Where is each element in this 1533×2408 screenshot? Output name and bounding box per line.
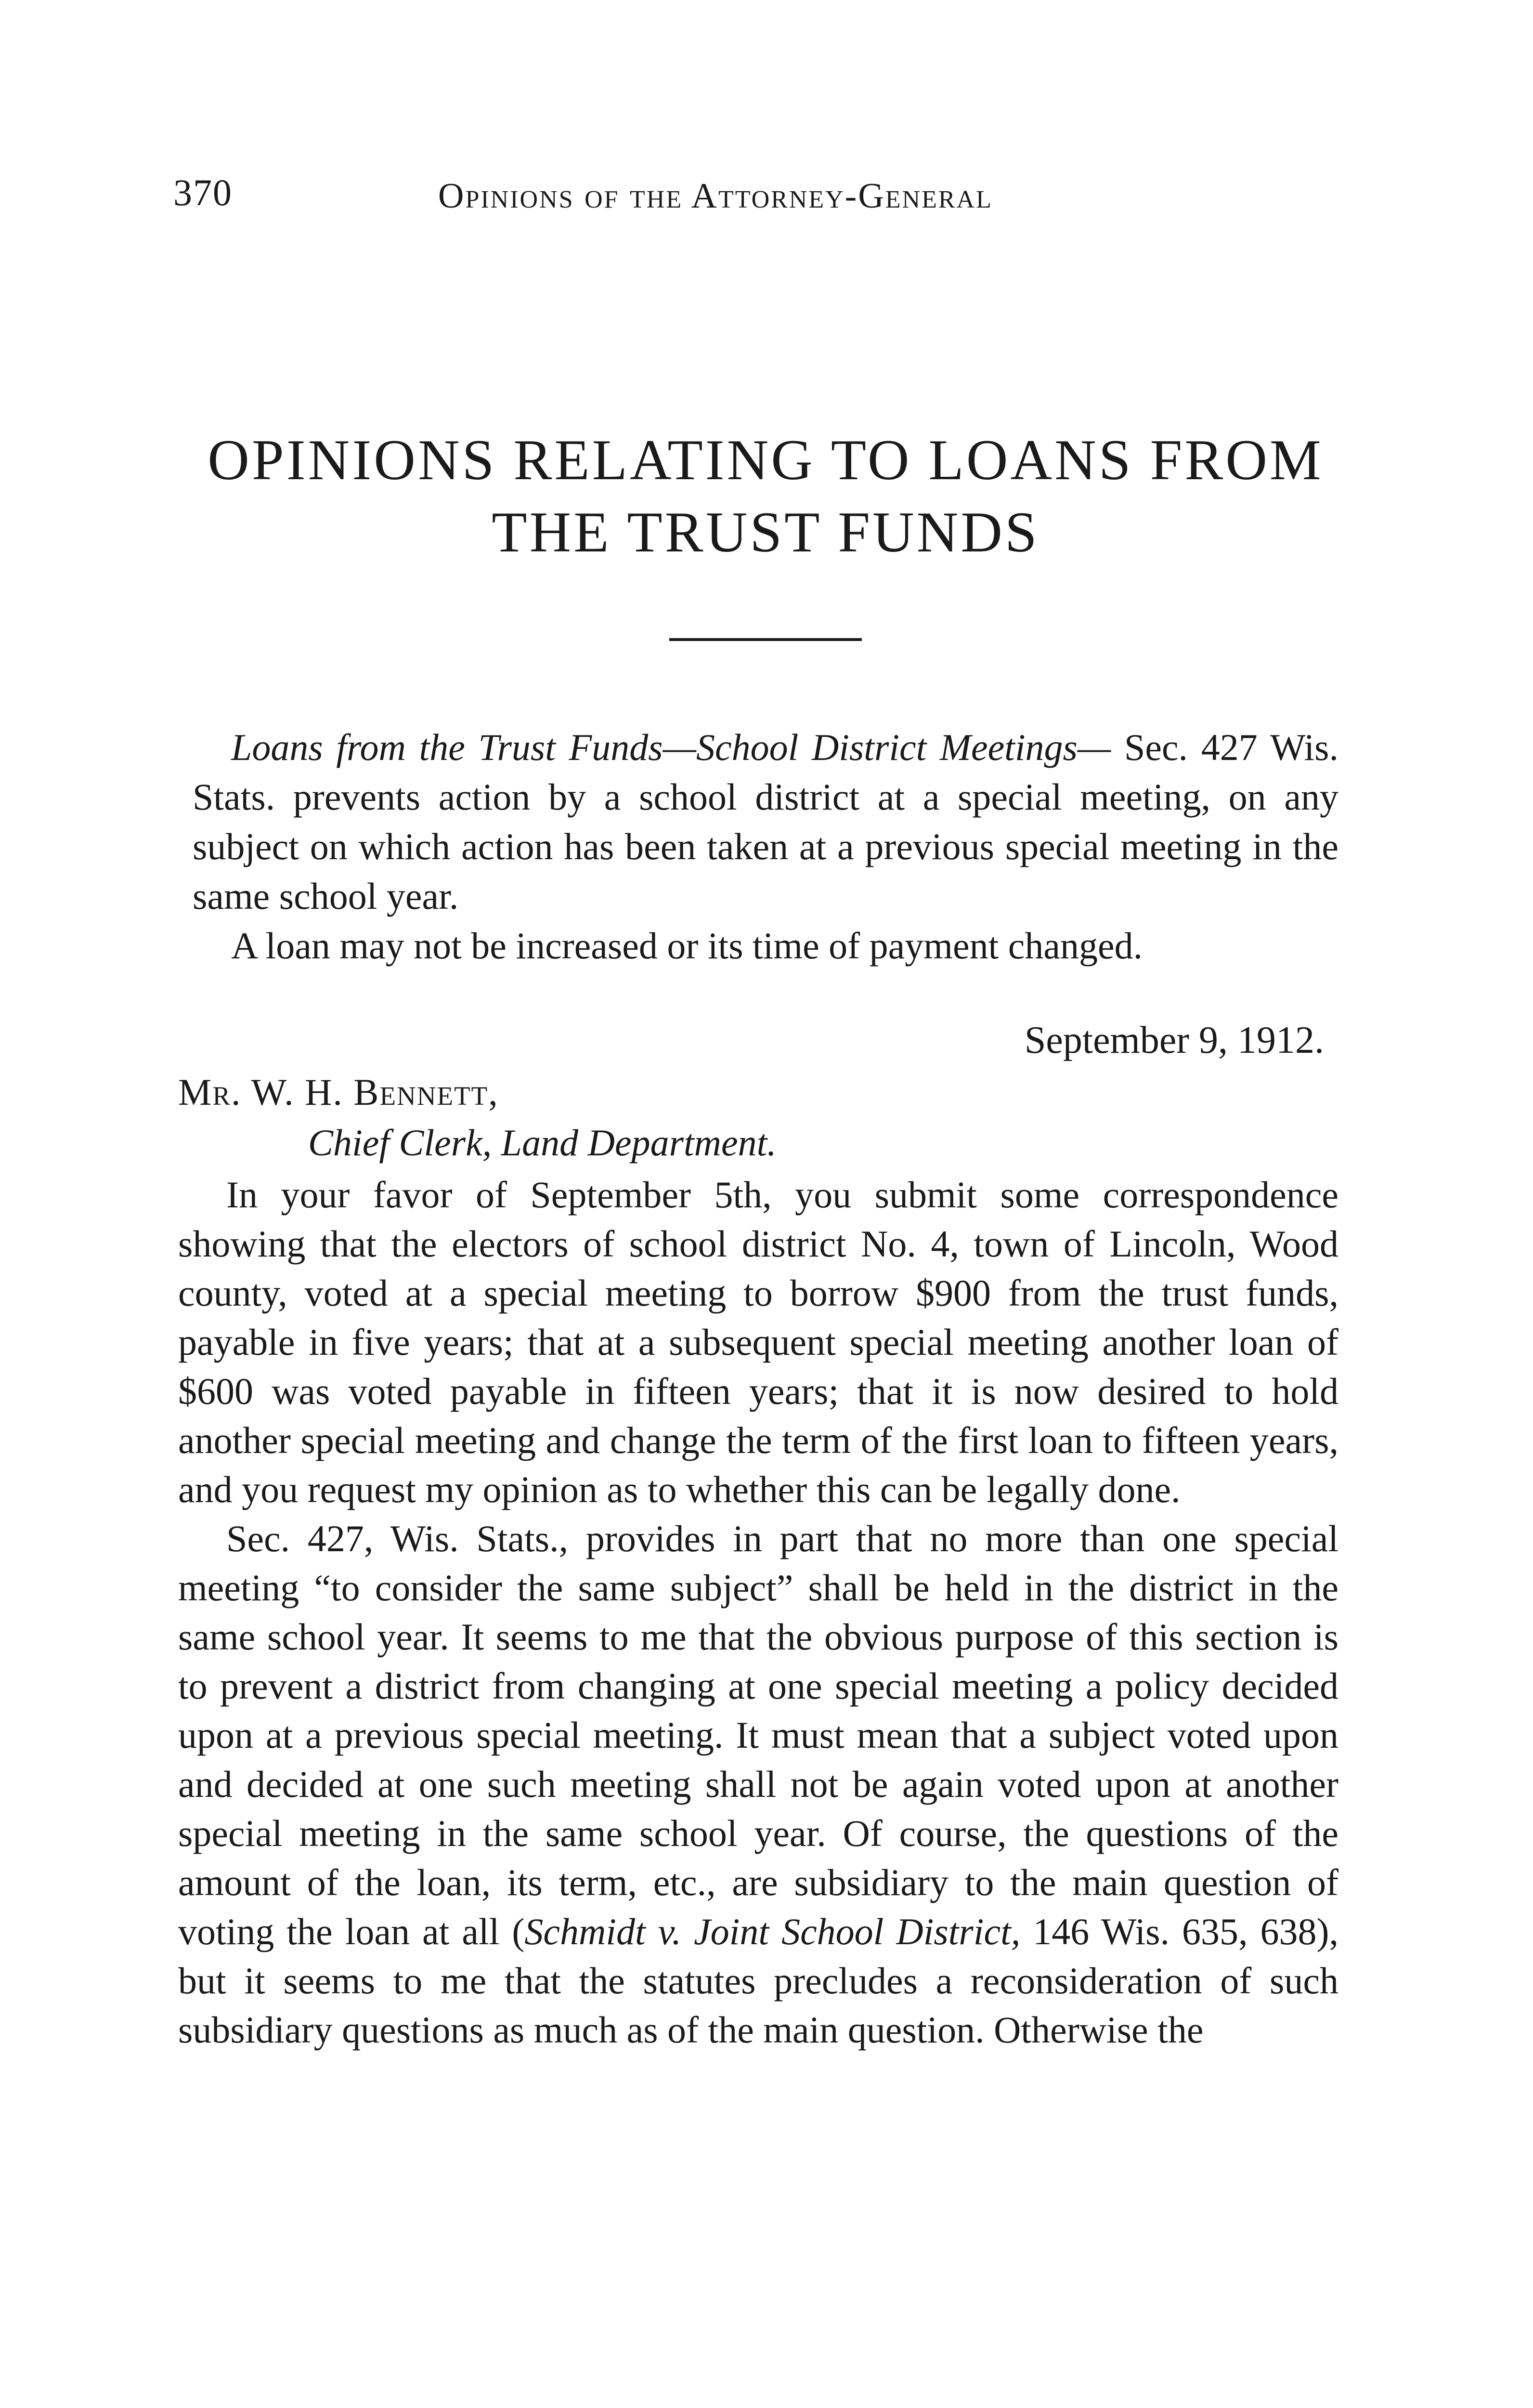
section-title-line-2: THE TRUST FUNDS: [492, 500, 1039, 564]
headnote-summary-text: Sec. 427 Wis. Stats. prevents action by a school district at a special meeting, on any subject on which action has been taken at a previous special meeting in the same school year.: [193, 726, 1339, 917]
headnote-summary: [193, 722, 1338, 921]
addressee-title: Chief Clerk, Land Department.: [308, 1122, 777, 1164]
addressee-block: [178, 1067, 1334, 1168]
page-number: 370: [173, 171, 233, 213]
headnote-subject: Loans from the Trust Funds—School District Meetings—: [231, 726, 1111, 768]
addressee-name: Mr. W. H. Bennett,: [178, 1071, 499, 1113]
body-paragraph-2-start: Sec. 427, Wis. Stats., provides in part that no more than one special meeting “to consider the same subject” shall be held in the district in the same school year. It seems to me that the obvious purpose of this section is to prevent a district from changing at one special meeting a policy decided upon at a previous special meeting. It must mean that a subject voted upon and decided at one such meeting shall not be again voted upon at another special meeting in the same school year. Of course, the questions of the amount of the loan, its term, etc., are subsidiary to the main question of voting the loan at all (: [178, 1518, 1338, 1952]
body-paragraph-2-end: 146 Wis. 635, 638), but it seems to me that the statutes precludes a reconsideration of such subsidiary questions as much as of the main question. Otherwise the: [178, 1911, 1339, 2051]
running-header: [173, 171, 1329, 224]
section-title: [193, 424, 1338, 568]
section-title-line-1: OPINIONS RELATING TO LOANS FROM: [208, 428, 1324, 492]
letter-date: September 9, 1912.: [1024, 1019, 1324, 1061]
case-citation: Schmidt v. Joint School District,: [524, 1911, 1021, 1952]
running-title: Opinions of the Attorney-General: [438, 176, 993, 216]
body-paragraph-2: [178, 1514, 1338, 2055]
headnote-second: A loan may not be increased or its time of payment changed.: [231, 925, 1143, 967]
letter-body: [178, 1170, 1338, 2055]
body-paragraph-1: In your favor of September 5th, you submit some correspondence showing that the electors of school district No. 4, town of Lincoln, Wood county, voted at a special meeting to borrow $900 from the trust funds, payable in five years; that at a subsequent special meeting another loan of $600 was voted payable in fifteen years; that it is now desired to hold another special meeting and change the term of the first loan to fifteen years, and you request my opinion as to whether this can be legally done.: [178, 1174, 1338, 1510]
section-divider: [669, 638, 862, 641]
headnote: [193, 722, 1338, 970]
